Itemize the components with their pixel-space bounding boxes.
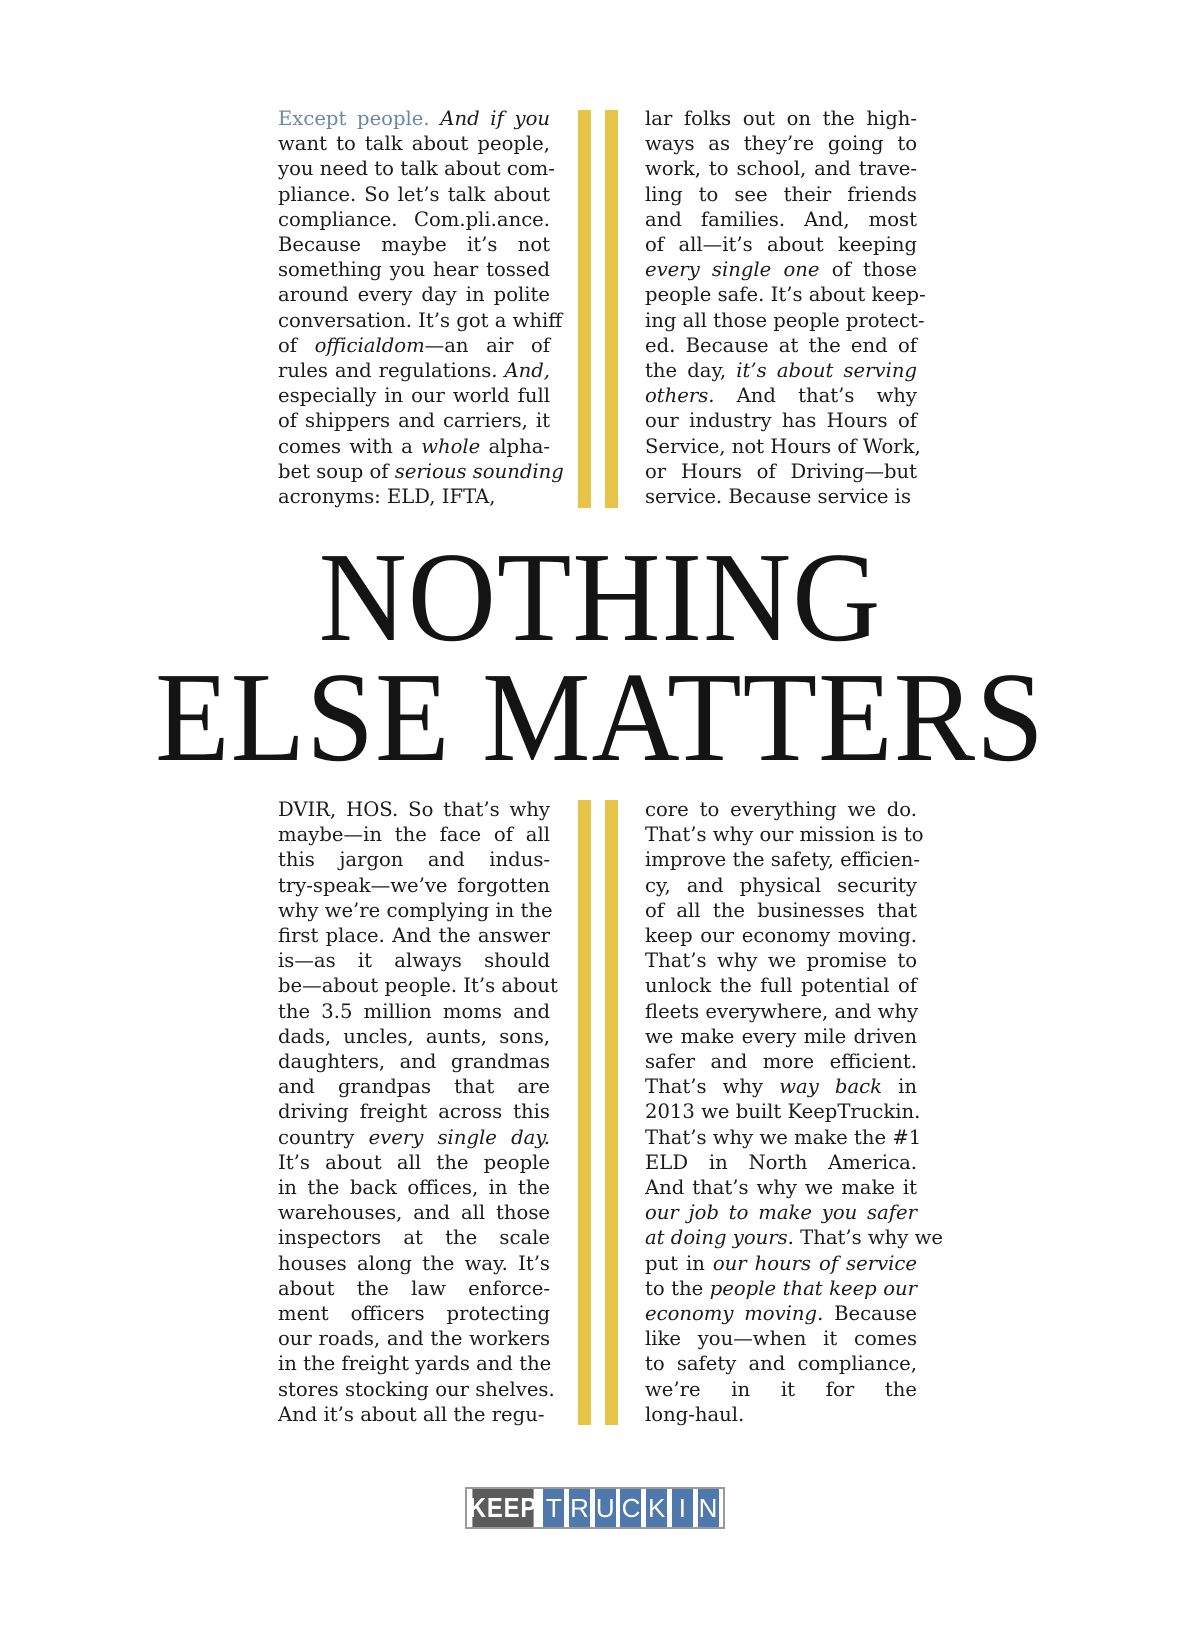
text-line: maybe—in the face of all [278, 823, 550, 847]
text-line [645, 1200, 917, 1225]
text-line [645, 257, 917, 282]
text-line [645, 1251, 917, 1276]
italic-text: others. [645, 384, 715, 408]
text-line: daughters, and grandmas [278, 1050, 550, 1074]
text-segment: the day, [645, 359, 737, 383]
italic-text: our job to make you safer [645, 1201, 917, 1225]
italic-text: whole [421, 434, 481, 458]
text-line [278, 106, 550, 131]
text-line: we make every mile driven [645, 1024, 917, 1048]
italic-text: it’s about serving [736, 359, 917, 383]
text-segment: alpha- [480, 434, 551, 458]
text-segment: put in [645, 1251, 713, 1275]
logo-letter: R [569, 1489, 590, 1527]
text-line: you need to talk about com- [278, 157, 555, 181]
headline-line-1: NOTHING [318, 526, 882, 669]
text-line [278, 1125, 550, 1150]
keeptruckin-logo [465, 1487, 725, 1529]
text-line: work, to school, and trave- [645, 157, 917, 181]
text-line: improve the safety, efficien- [645, 848, 921, 872]
text-line: especially in our world full [278, 384, 550, 408]
yellow-divider-bar [605, 110, 618, 508]
text-line: That’s why our mission is to [645, 823, 924, 847]
headline-line-2: ELSE MATTERS [155, 646, 1045, 789]
text-line: And that’s why we make it [645, 1176, 917, 1200]
italic-text: serious sounding [394, 459, 564, 483]
text-segment: comes with a [278, 434, 422, 458]
text-segment: of those [819, 258, 917, 282]
logo-letter: N [698, 1489, 719, 1527]
text-segment: rules and regulations [278, 359, 492, 383]
text-line: and families. And, most [645, 207, 917, 231]
text-line: core to everything we do. [645, 798, 917, 821]
text-segment: Because [823, 1302, 917, 1326]
text-line [645, 1301, 917, 1326]
italic-text: And if you [429, 107, 550, 130]
text-line: compliance. Com.pli.ance. [278, 207, 550, 231]
italic-text: economy moving. [645, 1302, 824, 1326]
top-right-column [645, 106, 926, 509]
text-line: pliance. So let’s talk about [278, 182, 550, 206]
text-line: the 3.5 million moms and [278, 999, 550, 1023]
text-segment: to the [645, 1276, 710, 1300]
yellow-divider-bar [605, 800, 618, 1425]
text-line: conversation. It’s got a whiff [278, 308, 563, 332]
text-line [278, 434, 550, 459]
text-line: fleets everywhere, and why [645, 999, 919, 1023]
logo-letter: K [646, 1489, 667, 1527]
text-segment: And that’s why [714, 384, 917, 408]
yellow-divider-bar [578, 110, 591, 508]
text-line: service. Because service is [645, 485, 911, 509]
text-line: ways as they’re going to [645, 132, 917, 156]
text-line [278, 459, 564, 484]
text-line: of all the businesses that [645, 898, 917, 922]
text-line: ELD in North America. [645, 1150, 917, 1174]
text-segment: in [881, 1075, 917, 1099]
italic-text: people that keep our [709, 1276, 917, 1300]
text-line: Service, not Hours of Work, [645, 434, 921, 458]
text-line: 2013 we built KeepTruckin. [645, 1100, 921, 1124]
text-line: is—as it always should [278, 949, 550, 973]
italic-text: every single day. [368, 1125, 551, 1149]
logo-keep-text: KEEP [472, 1489, 533, 1527]
logo-letter: U [595, 1489, 616, 1527]
text-line: our industry has Hours of [645, 409, 917, 433]
text-line: driving freight across this [278, 1100, 550, 1124]
text-line: That’s why we promise to [645, 949, 917, 973]
logo-letter: I [672, 1489, 693, 1527]
text-line: stores stocking our shelves. [278, 1377, 555, 1401]
text-line: something you hear tossed [278, 258, 550, 282]
logo-letter: T [543, 1489, 564, 1527]
text-line: want to talk about people, [278, 132, 550, 156]
text-line: people safe. It’s about keep- [645, 283, 926, 307]
text-segment: That’s why [645, 1075, 780, 1099]
italic-text: officialdom [314, 333, 425, 357]
bottom-right-column [645, 797, 943, 1427]
text-line: to safety and compliance, [645, 1352, 917, 1376]
text-line: of shippers and carriers, it [278, 409, 550, 433]
text-line: and grandpas that are [278, 1075, 550, 1099]
text-line: cy, and physical security [645, 873, 917, 897]
text-line: about the law enforce- [278, 1276, 550, 1300]
text-line: of all—it’s about keeping [645, 233, 917, 257]
yellow-divider-bar [578, 800, 591, 1425]
text-segment: country [278, 1125, 369, 1149]
text-line: or Hours of Driving—but [645, 459, 917, 483]
text-line: inspectors at the scale [278, 1226, 550, 1250]
text-line: dads, uncles, aunts, sons, [278, 1024, 550, 1048]
text-line: It’s about all the people [278, 1150, 550, 1174]
text-line: around every day in polite [278, 283, 550, 307]
italic-text: every single one [645, 258, 820, 282]
text-segment: bet soup of [278, 459, 395, 483]
text-line: keep our economy moving. [645, 924, 917, 948]
text-line: Because maybe it’s not [278, 233, 550, 257]
text-line: safer and more efficient. [645, 1050, 917, 1074]
logo-truckin-letters [539, 1489, 723, 1527]
text-line [645, 383, 917, 408]
text-line [645, 1074, 917, 1099]
text-segment: of [278, 333, 315, 357]
text-line: houses along the way. It’s [278, 1251, 550, 1275]
logo-letter: C [620, 1489, 641, 1527]
text-line: try-speak—we’ve forgotten [278, 873, 550, 897]
italic-text: our hours of service [712, 1251, 917, 1275]
text-line: our roads, and the workers [278, 1327, 550, 1351]
text-line: And it’s about all the regu- [278, 1402, 545, 1426]
text-line: ment officers protecting [278, 1302, 550, 1326]
text-line: warehouses, and all those [278, 1201, 550, 1225]
text-line: That’s why we make the #1 [645, 1125, 922, 1149]
text-line [278, 358, 550, 383]
lead-in-text: Except people. [278, 107, 430, 130]
text-line: why we’re complying in the [278, 898, 553, 922]
text-line: lar folks out on the high- [645, 107, 917, 130]
text-line: be—about people. It’s about [278, 974, 558, 998]
italic-text: . And, [491, 359, 550, 383]
text-line [645, 1276, 917, 1301]
text-line: first place. And the answer [278, 924, 550, 948]
text-line: ed. Because at the end of [645, 333, 917, 357]
text-line [645, 1225, 943, 1250]
text-segment: —an air of [424, 333, 550, 357]
text-line: like you—when it comes [645, 1327, 917, 1351]
italic-text: way back [779, 1075, 882, 1099]
text-line: DVIR, HOS. So that’s why [278, 798, 550, 821]
text-line [278, 333, 550, 358]
text-line [645, 358, 917, 383]
text-line: in the freight yards and the [278, 1352, 552, 1376]
top-left-column [278, 106, 564, 509]
text-line: in the back offices, in the [278, 1176, 550, 1200]
text-line: acronyms: ELD, IFTA, [278, 485, 496, 509]
text-line: unlock the full potential of [645, 974, 917, 998]
text-line: ing all those people protect- [645, 308, 925, 332]
text-line: long-haul. [645, 1402, 745, 1426]
bottom-left-column [278, 797, 558, 1427]
text-line: this jargon and indus- [278, 848, 550, 872]
text-line: ling to see their friends [645, 182, 917, 206]
text-segment: That’s why we [793, 1226, 943, 1250]
text-line: we’re in it for the [645, 1377, 917, 1401]
italic-text: at doing yours. [645, 1226, 794, 1250]
